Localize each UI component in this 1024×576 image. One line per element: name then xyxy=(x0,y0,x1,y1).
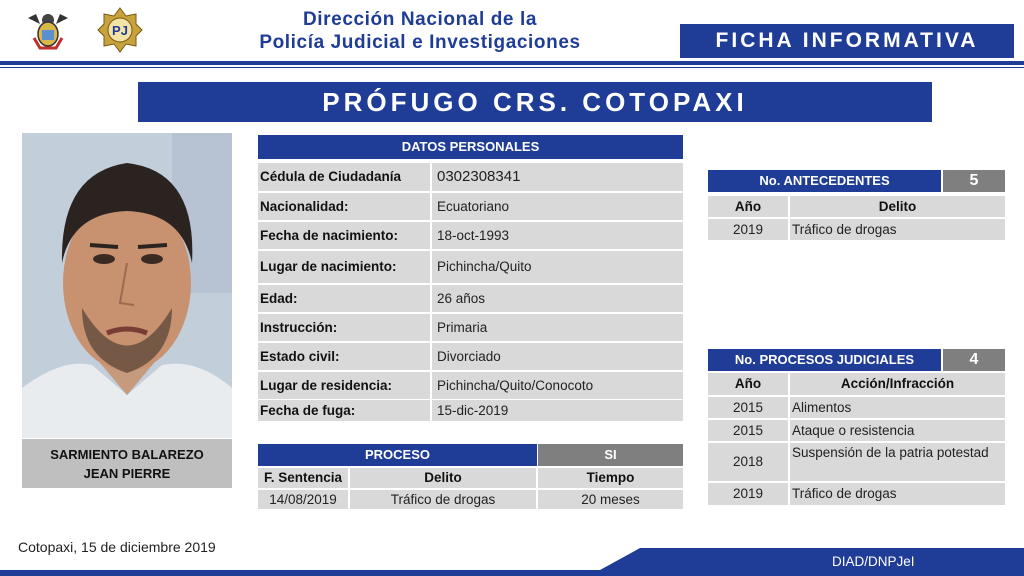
procesos-anio: 2019 xyxy=(732,486,764,501)
procesos-col-anio: Año xyxy=(734,376,762,391)
procesos-accion: Tráfico de drogas xyxy=(792,486,897,501)
antecedentes-col-delito: Delito xyxy=(878,199,917,214)
datos-row-fecha-nacimiento xyxy=(258,222,683,249)
procesos-judiciales-heading: No. PROCESOS JUDICIALES xyxy=(708,349,941,371)
wanted-banner: PRÓFUGO CRS. COTOPAXI xyxy=(138,82,932,122)
datos-divider xyxy=(430,193,432,220)
datos-label: Fecha de nacimiento: xyxy=(260,228,399,243)
antecedentes-delito: Tráfico de drogas xyxy=(792,222,897,237)
procesos-anio: 2015 xyxy=(732,423,764,438)
datos-label: Instrucción: xyxy=(260,320,338,335)
datos-row-cedula xyxy=(258,163,683,191)
proceso-col-divider xyxy=(536,468,538,509)
datos-divider xyxy=(430,372,432,399)
datos-divider xyxy=(430,314,432,341)
procesos-row xyxy=(708,397,1005,418)
antecedentes-heading: No. ANTECEDENTES xyxy=(708,170,941,192)
procesos-col-accion: Acción/Infracción xyxy=(840,376,955,391)
proceso-tiempo: 20 meses xyxy=(581,492,640,507)
procesos-judiciales-count: 4 xyxy=(943,349,1005,371)
proceso-header-row xyxy=(258,468,683,488)
procesos-row xyxy=(708,420,1005,441)
procesos-accion: Suspensión de la patria potestad xyxy=(792,445,989,460)
proceso-fecha: 14/08/2019 xyxy=(269,492,337,507)
institution-title-line2: Policía Judicial e Investigaciones xyxy=(259,32,581,53)
datos-label: Lugar de nacimiento: xyxy=(260,259,397,274)
suspect-surnames: SARMIENTO BALAREZO xyxy=(50,447,204,462)
procesos-accion: Alimentos xyxy=(792,400,852,415)
procesos-accion: Ataque o resistencia xyxy=(792,423,915,438)
proceso-col-tiempo: Tiempo xyxy=(586,470,635,485)
header-divider-thin xyxy=(0,67,1024,68)
antecedentes-count: 5 xyxy=(943,170,1005,192)
datos-label: Fecha de fuga: xyxy=(260,403,356,418)
proceso-col-fecha: F. Sentencia xyxy=(263,470,343,485)
datos-divider xyxy=(430,343,432,370)
department-code: DIAD/DNPJeI xyxy=(832,554,915,569)
datos-label: Nacionalidad: xyxy=(260,199,349,214)
datos-row-instruccion xyxy=(258,314,683,341)
policia-judicial-badge-logo xyxy=(96,6,144,54)
institution-title-line1: Dirección Nacional de la xyxy=(302,9,538,30)
datos-label: Edad: xyxy=(260,291,298,306)
suspect-name xyxy=(22,439,232,488)
datos-personales-heading: DATOS PERSONALES xyxy=(258,135,683,159)
report-date: Cotopaxi, 15 de diciembre 2019 xyxy=(18,539,216,555)
datos-row-residencia xyxy=(258,372,683,399)
suspect-photo xyxy=(22,133,232,438)
datos-divider xyxy=(430,163,432,191)
datos-row-nacionalidad xyxy=(258,193,683,220)
datos-value: Pichincha/Quito xyxy=(437,259,532,274)
datos-row-edad xyxy=(258,285,683,312)
datos-value: 26 años xyxy=(437,291,486,306)
datos-divider xyxy=(430,251,432,283)
proceso-heading: PROCESO xyxy=(258,444,537,466)
antecedentes-col-divider xyxy=(788,196,790,240)
institution-title xyxy=(190,8,650,54)
antecedentes-row xyxy=(708,219,1005,240)
datos-row-lugar-nacimiento xyxy=(258,251,683,283)
datos-label: Cédula de Ciudadanía xyxy=(260,169,402,184)
proceso-col-divider xyxy=(348,468,350,509)
datos-value: Pichincha/Quito/Conocoto xyxy=(437,378,594,393)
datos-value: 15-dic-2019 xyxy=(437,403,509,418)
datos-value: Ecuatoriano xyxy=(437,199,510,214)
datos-value: Divorciado xyxy=(437,349,501,364)
procesos-anio: 2015 xyxy=(732,400,764,415)
datos-divider xyxy=(430,222,432,249)
svg-text:PJ: PJ xyxy=(112,23,128,38)
ecuador-coat-of-arms-logo xyxy=(26,8,70,52)
datos-label: Lugar de residencia: xyxy=(260,378,393,393)
datos-value: Primaria xyxy=(437,320,488,335)
datos-row-fecha-fuga xyxy=(258,400,683,421)
datos-divider xyxy=(430,400,432,421)
datos-value: 0302308341 xyxy=(437,168,521,185)
procesos-header-row xyxy=(708,373,1005,395)
antecedentes-anio: 2019 xyxy=(732,222,764,237)
ficha-informativa-label: FICHA INFORMATIVA xyxy=(680,24,1014,58)
procesos-row xyxy=(708,443,1005,481)
antecedentes-col-anio: Año xyxy=(734,199,762,214)
proceso-delito: Tráfico de drogas xyxy=(390,492,496,507)
header-divider xyxy=(0,61,1024,65)
suspect-given-names: JEAN PIERRE xyxy=(83,466,171,481)
datos-value: 18-oct-1993 xyxy=(437,228,510,243)
procesos-row xyxy=(708,483,1005,505)
procesos-col-divider xyxy=(788,373,790,505)
proceso-col-delito: Delito xyxy=(424,470,462,485)
datos-divider xyxy=(430,285,432,312)
datos-label: Estado civil: xyxy=(260,349,340,364)
proceso-status: SI xyxy=(538,444,683,466)
procesos-anio: 2018 xyxy=(732,454,764,469)
proceso-data-row xyxy=(258,490,683,509)
antecedentes-header-row xyxy=(708,196,1005,217)
datos-row-estado-civil xyxy=(258,343,683,370)
